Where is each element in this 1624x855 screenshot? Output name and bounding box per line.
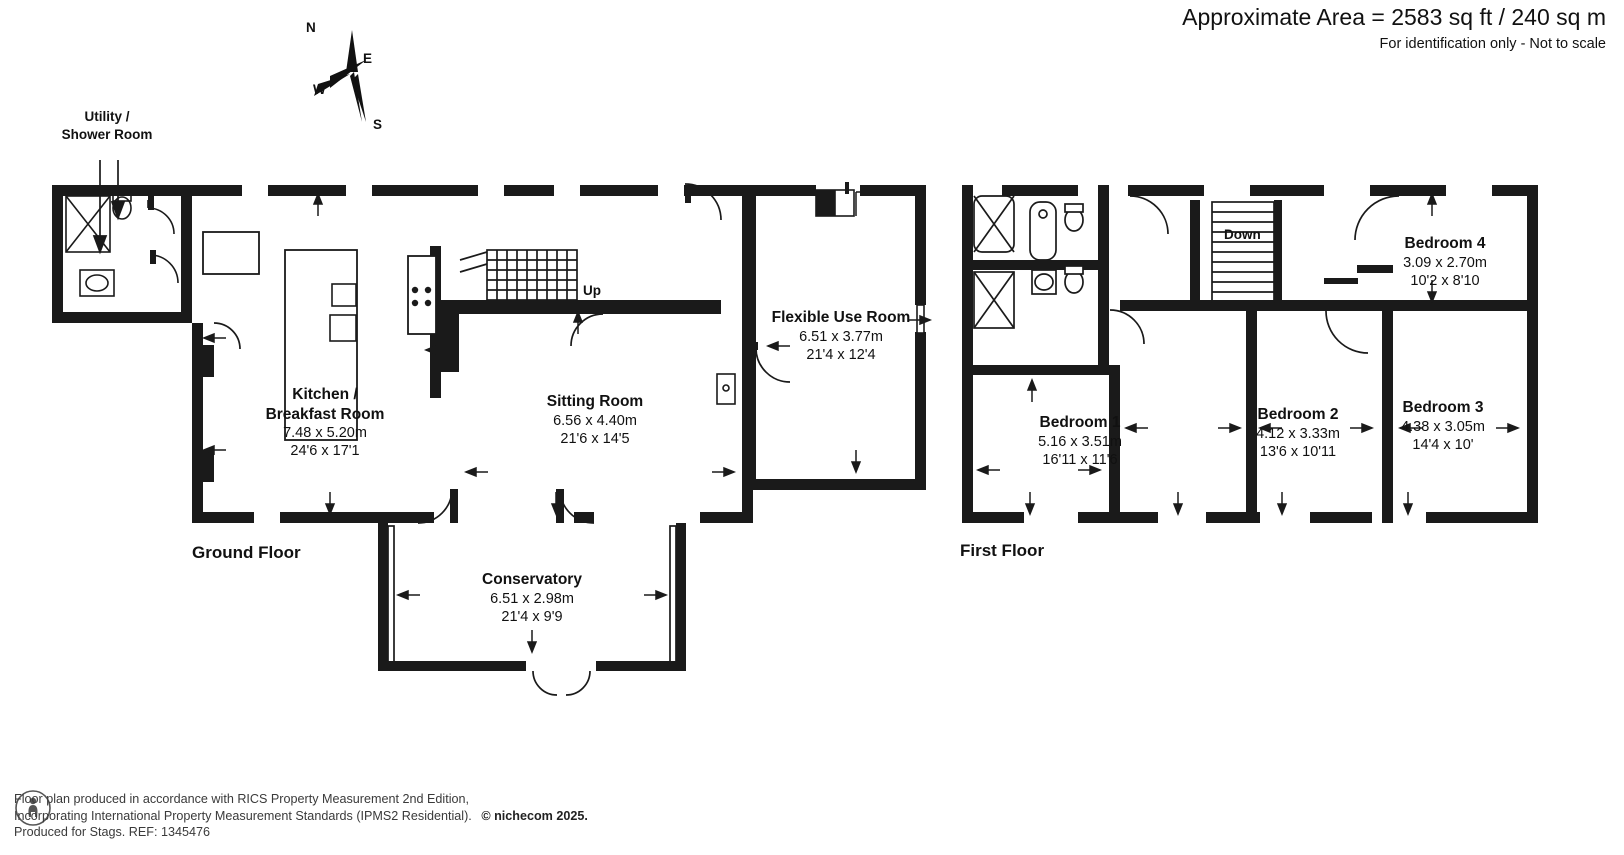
compass-label-north: N [306, 20, 316, 35]
bedroom-1-dim-metric: 5.16 x 3.51m [1038, 433, 1122, 450]
bedroom-3-name: Bedroom 3 [1402, 399, 1484, 416]
room-flexible-use [716, 308, 966, 364]
approximate-area-title: Approximate Area = 2583 sq ft / 240 sq m [1182, 4, 1606, 30]
footer-line-2a: Incorporating International Property Measurement Standards (IPMS2 Residential). [14, 808, 472, 823]
room-conservatory [408, 570, 656, 626]
footer-credits [14, 791, 734, 841]
compass-rose [300, 14, 410, 134]
bedroom-3-dim-imperial: 14'4 x 10' [1412, 436, 1474, 453]
room-kitchen-breakfast [190, 385, 460, 461]
bedroom-1-dim-imperial: 16'11 x 11'6 [1042, 451, 1118, 468]
footer-line-1: Floor plan produced in accordance with RICS Property Measurement 2nd Edition, [14, 792, 470, 807]
room-bedroom-4 [1345, 234, 1545, 290]
utility-line-2: Shower Room [61, 127, 153, 143]
sitting-room-name: Sitting Room [546, 393, 644, 410]
stairs-up-label: Up [583, 283, 601, 298]
bedroom-2-dim-imperial: 13'6 x 10'11 [1259, 443, 1337, 460]
utility-line-1: Utility / [84, 109, 130, 124]
flexible-room-dim-imperial: 21'4 x 12'4 [806, 346, 876, 363]
room-sitting [465, 392, 725, 448]
footer-copyright: © nichecom 2025. [481, 808, 588, 823]
bedroom-4-name: Bedroom 4 [1404, 235, 1486, 252]
flexible-room-name: Flexible Use Room [771, 309, 911, 326]
bedroom-1-name: Bedroom 1 [1039, 414, 1121, 431]
sitting-room-dim-imperial: 21'6 x 14'5 [560, 430, 630, 447]
flexible-room-dim-metric: 6.51 x 3.77m [799, 328, 883, 345]
kitchen-dim-imperial: 24'6 x 17'1 [290, 443, 360, 460]
room-bedroom-3 [1343, 398, 1543, 454]
conservatory-dim-metric: 6.51 x 2.98m [490, 590, 574, 607]
bedroom-2-name: Bedroom 2 [1257, 406, 1339, 423]
kitchen-dim-metric: 7.48 x 5.20m [283, 425, 367, 442]
sitting-room-dim-metric: 6.56 x 4.40m [553, 412, 637, 429]
conservatory-name: Conservatory [482, 571, 582, 588]
bedroom-3-dim-metric: 4.38 x 3.05m [1401, 418, 1485, 435]
room-bedroom-1 [980, 413, 1180, 469]
bedroom-4-dim-metric: 3.09 x 2.70m [1403, 254, 1487, 271]
kitchen-name-line1: Kitchen / [292, 386, 358, 403]
kitchen-name-line2: Breakfast Room [265, 405, 385, 423]
bedroom-2-dim-metric: 4.12 x 3.33m [1256, 425, 1340, 442]
identification-note: For identification only - Not to scale [1379, 36, 1606, 52]
compass-label-east: E [363, 51, 373, 66]
compass-label-west: W [313, 82, 326, 97]
first-floor-plan [950, 160, 1550, 560]
bedroom-4-dim-imperial: 10'2 x 8'10 [1410, 272, 1480, 289]
first-floor-title: First Floor [960, 541, 1045, 560]
compass-label-south: S [373, 117, 383, 132]
footer-line-3: Produced for Stags. REF: 1345476 [14, 825, 211, 840]
stairs-down-label: Down [1224, 227, 1261, 242]
label-utility-shower-room [48, 108, 166, 144]
utility-leader-line [60, 160, 180, 280]
conservatory-dim-imperial: 21'4 x 9'9 [501, 608, 563, 625]
ground-floor-title: Ground Floor [192, 543, 301, 562]
footer-line-2 [14, 808, 734, 825]
